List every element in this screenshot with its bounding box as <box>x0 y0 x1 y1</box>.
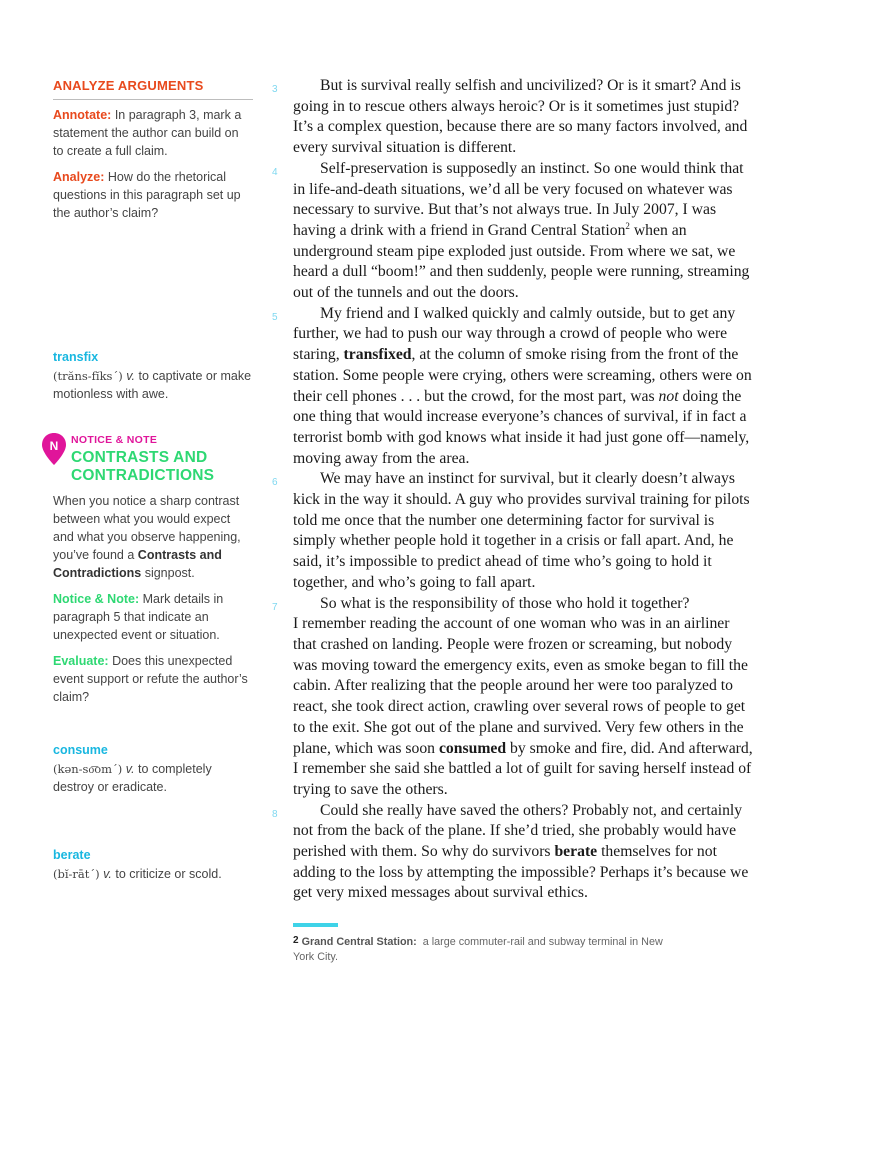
definition: to criticize or scold. <box>115 867 222 881</box>
vocab-term-transfixed: transfixed <box>343 346 412 364</box>
paragraph-6 <box>272 469 753 593</box>
signpost-title <box>71 449 214 485</box>
pronunciation: (bĭ-rāt´) <box>53 867 100 881</box>
analyze-label: Analyze: <box>53 170 105 184</box>
paragraph-7-continued <box>293 614 753 800</box>
vocab-term-consumed: consumed <box>438 739 507 757</box>
paragraph-number: 5 <box>272 311 278 323</box>
sidebar <box>49 78 253 881</box>
signpost-title-line2: CONTRADICTIONS <box>71 467 215 484</box>
evaluate-text: Does this unexpected event support or refute the author’s claim? <box>53 654 248 704</box>
footnote-ref[interactable]: 2 <box>625 220 630 231</box>
evaluate-label: Evaluate: <box>53 654 109 668</box>
vocab-word-berate: berate <box>53 848 91 862</box>
analyze-prompt <box>53 168 251 222</box>
emphasis: not <box>658 387 679 405</box>
paragraph-number: 3 <box>272 84 278 95</box>
paragraph-text: I remember reading the account of one woman who was in an airliner that crashed on landing. People were frozen or screaming, but nobody was moving toward the emergency exits, even as smoke began to fill the cabin. After realizing that the people around her were too paralyzed to react, she took direct action, crawling over several rows of people to get to the exit. She got out of the plane and survived. Very few others in the plane, which was soon <box>293 615 748 757</box>
notice-prompt <box>53 590 251 644</box>
paragraph-text: My friend and I walked quickly and calmly outside, but to get any further, we had to push our way through a crowd of people who were staring, <box>293 304 736 364</box>
signpost-description <box>53 492 251 582</box>
paragraph-text: Self-preservation is supposedly an instinct. So one would think that in life-and-death situations, we’d all be very focused on whatever was necessary to survive. But that’s not always true. In July 2007, I was having a drink with a friend in Grand Central Station <box>293 159 744 239</box>
signpost-name: Contrasts and Contradictions <box>53 548 222 580</box>
definition: to completely destroy or eradicate. <box>53 762 212 794</box>
evaluate-prompt <box>53 652 251 706</box>
paragraph-text: So what is the responsibility of those who hold it together? <box>320 594 690 612</box>
annotate-label: Annotate: <box>53 108 112 122</box>
map-pin-icon <box>41 432 67 466</box>
pin-letter: N <box>49 439 59 453</box>
signpost-intro: When you notice a sharp contrast between what you would expect and what you observe happening, you’ve found a <box>53 494 241 562</box>
paragraph-number: 6 <box>272 477 278 489</box>
pronunciation: (kən-so͞om´) <box>53 762 123 776</box>
part-of-speech: v. <box>125 762 135 776</box>
paragraph-4 <box>272 159 753 304</box>
vocab-def-transfix <box>53 367 253 403</box>
signpost-intro-end: signpost. <box>144 566 195 580</box>
notice-note-label: NOTICE & NOTE <box>71 434 158 446</box>
footnote-divider <box>293 923 338 927</box>
analyze-text: How do the rhetorical questions in this paragraph set up the author’s claim? <box>53 170 241 220</box>
signpost-title-line1: CONTRASTS AND <box>71 449 208 466</box>
notice-text: Mark details in paragraph 5 that indicate an unexpected event or situation. <box>53 592 224 642</box>
paragraph-number: 8 <box>272 808 278 820</box>
notice-label: Notice & Note: <box>53 592 140 606</box>
footnote-number: 2 <box>293 935 299 946</box>
footnote-term: Grand Central Station: <box>301 936 417 948</box>
pronunciation: (trăns-fĭks´) <box>53 369 123 383</box>
footnote-definition: a large commuter-rail and subway terminal in New York City. <box>293 936 663 963</box>
paragraph-text: by smoke and fire, did. And afterward, I remember she said she battled a lot of guilt for saving herself instead of trying to save the others. <box>293 739 753 798</box>
annotate-text: In paragraph 3, mark a statement the author can build on to create a full claim. <box>53 108 242 158</box>
paragraph-text: when an underground steam pipe exploded just outside. From where we sat, we heard a dull “boom!” and then suddenly, people were running, streaming out of the tunnels and out the doors. <box>293 221 750 302</box>
vocab-def-berate <box>53 865 253 883</box>
essay-body <box>272 76 753 904</box>
paragraph-number: 7 <box>272 601 278 613</box>
vocab-def-consume <box>53 760 253 796</box>
vocab-word-transfix: transfix <box>53 350 99 364</box>
analyze-arguments-heading: ANALYZE ARGUMENTS <box>53 78 253 100</box>
paragraph-text: But is survival really selfish and uncivilized? Or is it smart? And is going in to rescue others always heroic? Or is it sometimes just stupid? It’s a complex question, because there are so many factors involved, and every survival situation is different. <box>293 77 748 157</box>
paragraph-8 <box>272 801 753 905</box>
paragraph-text: , at the column of smoke rising from the front of the station. Some people were crying, others were screaming, others were on their cell phones . . . but the crowd, for the most part, was <box>293 346 752 405</box>
paragraph-5 <box>272 304 753 470</box>
paragraph-3 <box>272 76 753 159</box>
paragraph-text: doing the one thing that would increase everyone’s chances of survival, if in fact a terrorist bomb with god knows what inside it had just gone off—namely, moving away from the area. <box>293 387 750 467</box>
paragraph-number: 4 <box>272 166 278 178</box>
paragraph-7 <box>272 594 753 615</box>
vocab-word-consume: consume <box>53 743 108 757</box>
definition: to captivate or make motionless with awe. <box>53 369 252 401</box>
part-of-speech: v. <box>103 867 112 881</box>
paragraph-text: Could she really have saved the others? Probably not, and certainly not from the back of the plane. If she’d tried, she probably would have perished with them. So why do survivors <box>293 801 743 861</box>
part-of-speech: v. <box>126 369 135 383</box>
vocab-term-berate: berate <box>554 843 598 861</box>
paragraph-text: themselves for not adding to the loss by attempting the impossible? Perhaps it’s because we get very mixed messages about survival ethics. <box>293 843 749 902</box>
footnote <box>293 933 673 965</box>
annotate-prompt <box>53 106 251 160</box>
paragraph-text: We may have an instinct for survival, but it clearly doesn’t always kick in the way it should. A guy who provides survival training for pilots told me once that the number one determining factor for survival is simply whether people hold it together in a crisis or fall apart. And, he said, it’s impossible to predict ahead of time who’s going to hold it together, and who’s going to fall apart. <box>293 470 750 591</box>
